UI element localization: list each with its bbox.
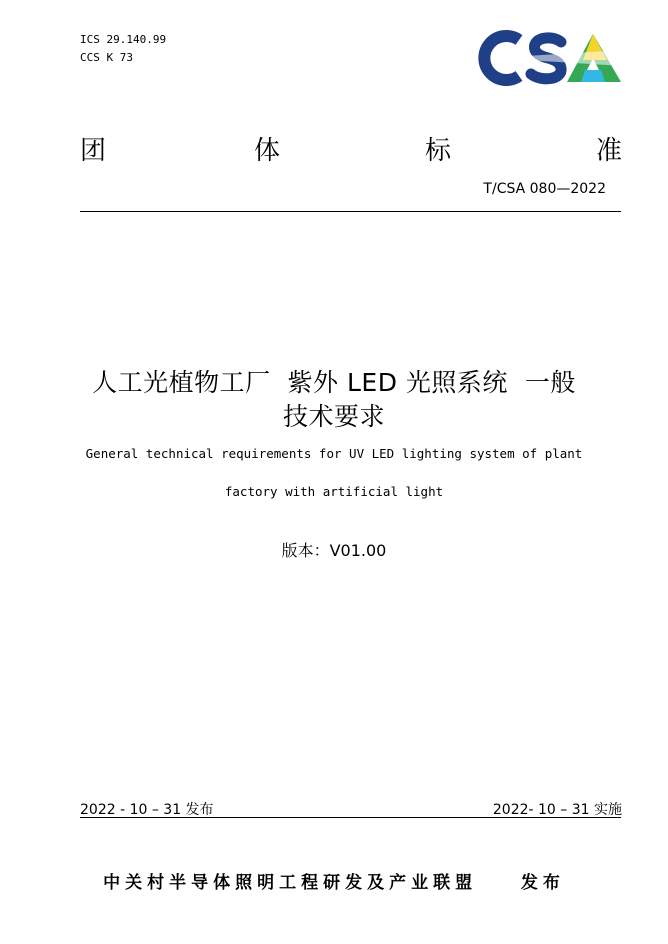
- top-divider: [80, 211, 621, 212]
- csa-logo: [473, 30, 623, 86]
- csa-logo-graphic: [473, 30, 623, 86]
- version-label: 版本：V01.00: [281, 541, 387, 560]
- english-title-line-2: factory with artificial light: [224, 484, 444, 499]
- ccs-code: CCS K 73: [80, 51, 133, 64]
- standard-type-char: 体: [254, 136, 281, 166]
- standard-type-char: 标: [425, 136, 452, 166]
- chinese-title-line-2: 技术要求: [282, 402, 385, 431]
- ics-code: ICS 29.140.99: [80, 33, 167, 46]
- issuer-line: 中关村半导体照明工程研发及产业联盟 发布: [103, 873, 565, 893]
- bottom-divider: [80, 817, 621, 818]
- chinese-title-line-1: 人工光植物工厂 紫外 LED 光照系统 一般: [92, 368, 576, 397]
- standard-type-char: 团: [80, 136, 107, 166]
- implement-date: 2022- 10 – 31 实施: [492, 802, 622, 818]
- publish-date: 2022 - 10 – 31 发布: [80, 802, 214, 818]
- english-title-line-1: General technical requirements for UV LED lighting system of plant: [85, 446, 583, 461]
- standard-type-char: 准: [596, 136, 623, 166]
- standard-number: T/CSA 080—2022: [483, 181, 606, 197]
